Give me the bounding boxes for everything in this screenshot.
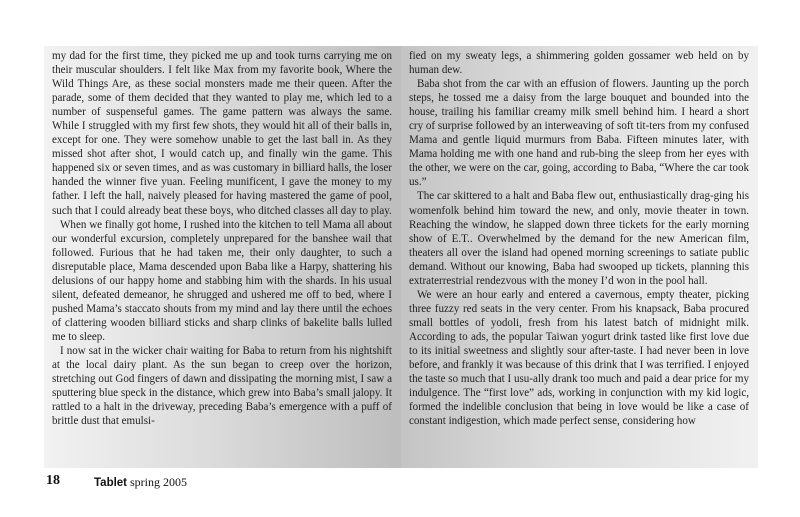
paragraph: Baba shot from the car with an effusion of flowers. Jaunting up the porch steps, he tossed me a daisy from the large bouquet and bounded into the house, trailing his familiar creamy milk smell behind him. I heard a short cry of surprise followed by an interweaving of soft tit-ters from my confused Mama and gentle liquid murmurs from Baba. Fifteen minutes later, with Mama holding me with one hand and rub-bing the sleep from her eyes with the other, we were on the car, going, according to Baba, “Where the car took us.” (409, 78, 749, 189)
paragraph: fied on my sweaty legs, a shimmering golden gossamer web held on by human dew. (409, 50, 749, 77)
issue-label: spring 2005 (130, 475, 188, 489)
paragraph: We were an hour early and entered a cavernous, empty theater, picking three fuzzy red seats in the very center. From his knapsack, Baba procured small bottles of yodoli, fresh from his latest batch of midnight milk. According to ads, the popular Taiwan yogurt drink tasted like first love due to its initial sweetness and slightly sour after-taste. I had never been in love before, and frankly it was because of this drink that I was terrified. I enjoyed the taste so much that I usu-ally drank too much and paid a dear price for my indulgence. The “first love” ads, working in conjunction with my kid logic, formed the indelible conclusion that being in love would be like a case of constant indigestion, which made perfect sense, considering how (409, 288, 749, 428)
paragraph: The car skittered to a halt and Baba flew out, enthusiastically drag-ging his womenfolk behind him toward the new, and only, movie theater in town. Reaching the window, he slapped down three tickets for the early morning show of E.T.. Overwhelmed by the demand for the new American film, theaters all over the island had opened morning screenings to satiate public demand. Without our knowing, Baba had swooped up tickets, planning this extraterrestrial rendezvous with the money I’d won in the pool hall. (409, 190, 749, 287)
page-number: 18 (46, 473, 60, 488)
paragraph: I now sat in the wicker chair waiting for Baba to return from his nightshift at the local dairy plant. As the sun began to creep over the horizon, stretching out God fingers of dawn and dissipating the morning mist, I saw a sputtering blue speck in the distance, which grew into Baba’s small jalopy. It rattled to a halt in the driveway, preceding Baba’s emergence with a puff of brittle dust that emulsi- (52, 344, 392, 428)
left-text-column (44, 46, 401, 468)
article-spread (44, 46, 758, 468)
page-footer (44, 473, 758, 493)
paragraph: When we finally got home, I rushed into the kitchen to tell Mama all about our wonderful excursion, completely unprepared for the banshee wail that followed. Furious that he had taken me, their only daughter, to such a disreputable place, Mama descended upon Baba like a Harpy, shattering his delusions of our happy home and stabbing him with the shards. In his usual silent, defeated demeanor, he shrugged and ushered me off to bed, where I pushed Mama’s staccato shouts from my mind and lay there until the echoes of clattering wooden billiard sticks and sharp clinks of bakelite balls lulled me to sleep. (52, 218, 392, 343)
right-text-column (401, 46, 758, 468)
publication-name: Tablet (94, 477, 128, 489)
paragraph: my dad for the first time, they picked me up and took turns carrying me on their muscular shoulders. I felt like Max from my favorite book, Where the Wild Things Are, as these social monsters made me their queen. After the parade, some of them decided that they wanted to play me, which led to a number of suspenseful games. The game pattern was always the same. While I struggled with my first few shots, they would hit all of their balls in, except for one. They were somehow unable to get the last ball in. As they missed shot after shot, I would catch up, and finally win the game. This happened six or seven times, and as was customary in billiard halls, the loser handed the winner five yuan. Feeling munificent, I gave the money to my father. I left the hall, naively pleased for having mastered the game of pool, such that I could already beat these boys, who ditched classes all day to play. (52, 50, 392, 217)
publication-line (94, 475, 187, 490)
